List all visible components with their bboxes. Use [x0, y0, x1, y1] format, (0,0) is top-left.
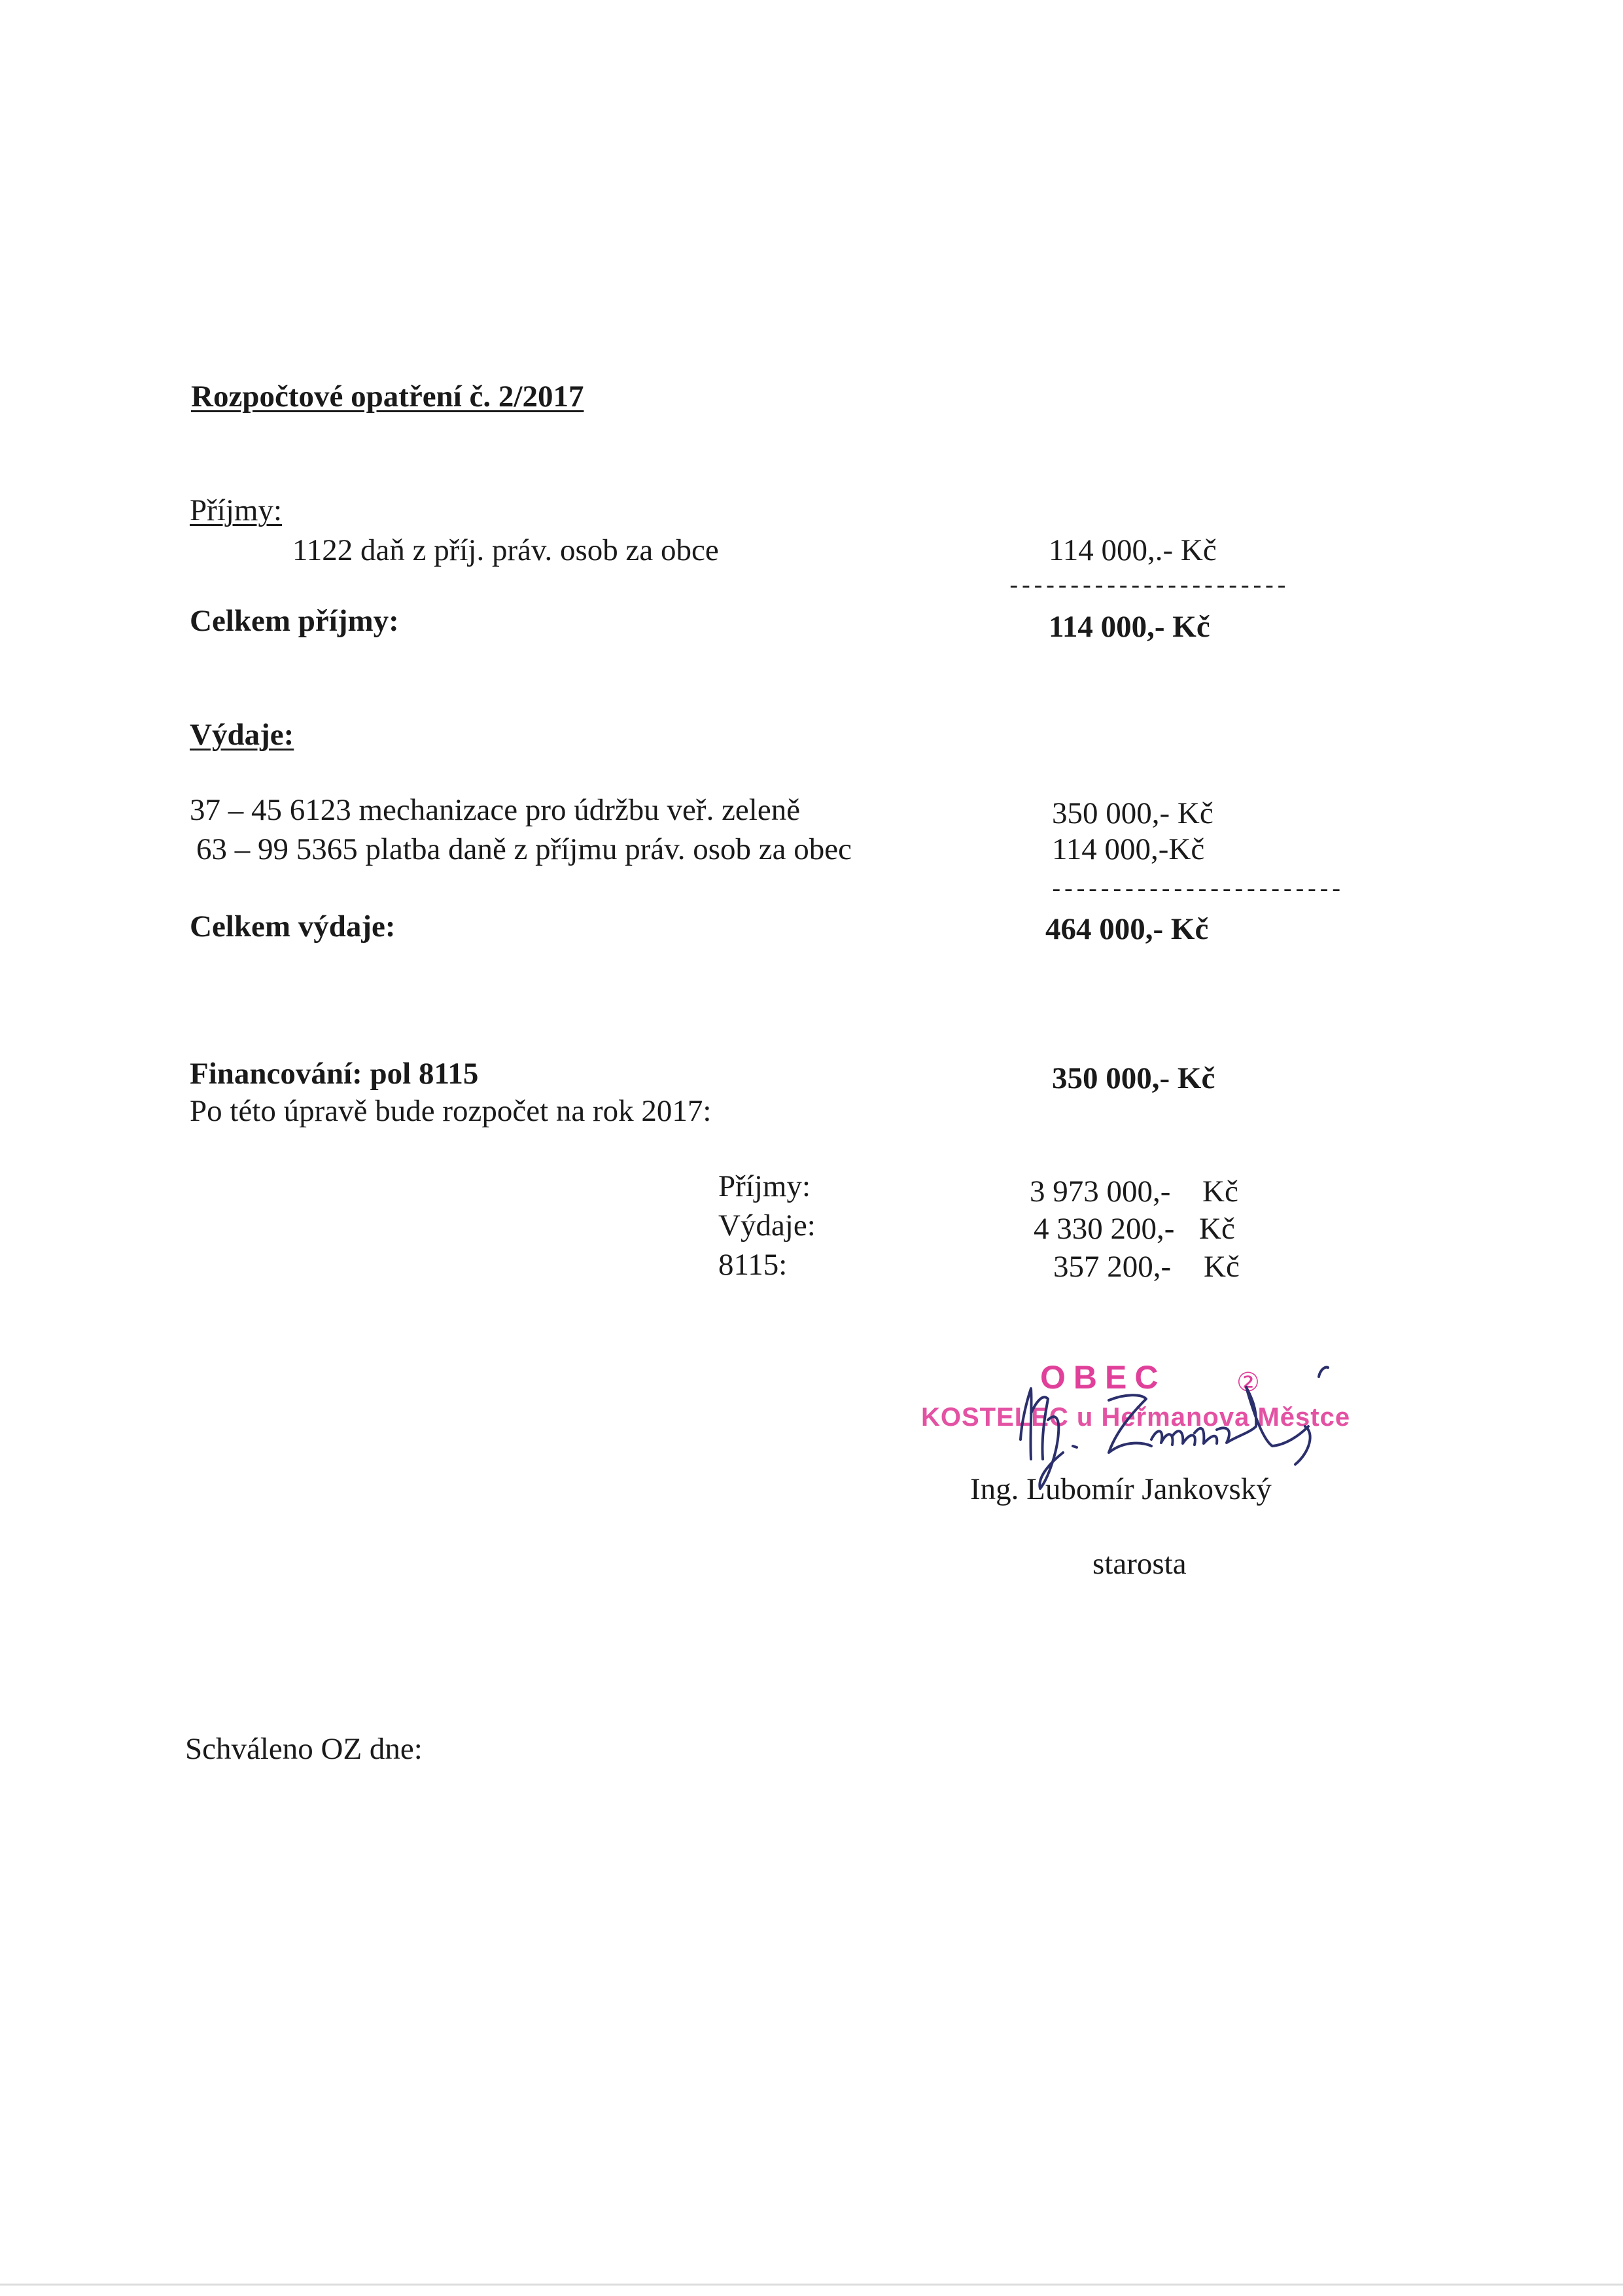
summary-unit: Kč [1202, 1174, 1238, 1209]
summary-amount: 357 200,- [1053, 1250, 1172, 1284]
vydaje-separator: ------------------------ [1049, 877, 1342, 904]
financovani-amount: 350 000,- Kč [1052, 1061, 1215, 1095]
financovani-note: Po této úpravě bude rozpočet na rok 2017: [190, 1094, 712, 1128]
scan-edge-line [0, 2284, 1623, 2286]
financovani-label: Financování: pol 8115 [190, 1057, 479, 1091]
prijmy-item-label: 1122 daň z příj. práv. osob za obce [292, 533, 719, 567]
summary-label: Výdaje: [718, 1209, 816, 1243]
signatory-name: Ing. Lubomír Jankovský [970, 1472, 1272, 1506]
approval-text: Schváleno OZ dne: [185, 1732, 423, 1766]
stamp-municipality: KOSTELEC u Heřmanova Městce [921, 1403, 1351, 1432]
prijmy-item-amount: 114 000,.- Kč [1049, 533, 1217, 567]
signatory-role: starosta [1092, 1547, 1187, 1581]
summary-amount: 4 330 200,- [1034, 1212, 1175, 1246]
summary-amount: 3 973 000,- [1030, 1174, 1171, 1209]
vydaje-total-amount: 464 000,- Kč [1045, 912, 1209, 946]
document-title: Rozpočtové opatření č. 2/2017 [191, 380, 584, 414]
vydaje-item-amount: 350 000,- Kč [1052, 796, 1213, 830]
summary-unit: Kč [1199, 1212, 1235, 1246]
vydaje-total-label: Celkem výdaje: [190, 910, 396, 944]
prijmy-separator: ----------------------- [1007, 573, 1287, 600]
prijmy-total-amount: 114 000,- Kč [1049, 610, 1210, 644]
prijmy-heading: Příjmy: [190, 493, 283, 527]
vydaje-item-amount: 114 000,-Kč [1052, 832, 1205, 866]
stamp-number: ② [1236, 1368, 1260, 1397]
summary-label: Příjmy: [718, 1169, 811, 1203]
stamp-title: OBEC [1040, 1359, 1166, 1396]
summary-unit: Kč [1204, 1250, 1240, 1284]
vydaje-heading: Výdaje: [190, 718, 294, 752]
prijmy-total-label: Celkem příjmy: [190, 604, 399, 638]
vydaje-item-label: 63 – 99 5365 platba daně z příjmu práv. osob za obec [196, 832, 852, 866]
vydaje-item-label: 37 – 45 6123 mechanizace pro údržbu veř. zeleně [190, 793, 801, 827]
summary-label: 8115: [718, 1248, 788, 1282]
